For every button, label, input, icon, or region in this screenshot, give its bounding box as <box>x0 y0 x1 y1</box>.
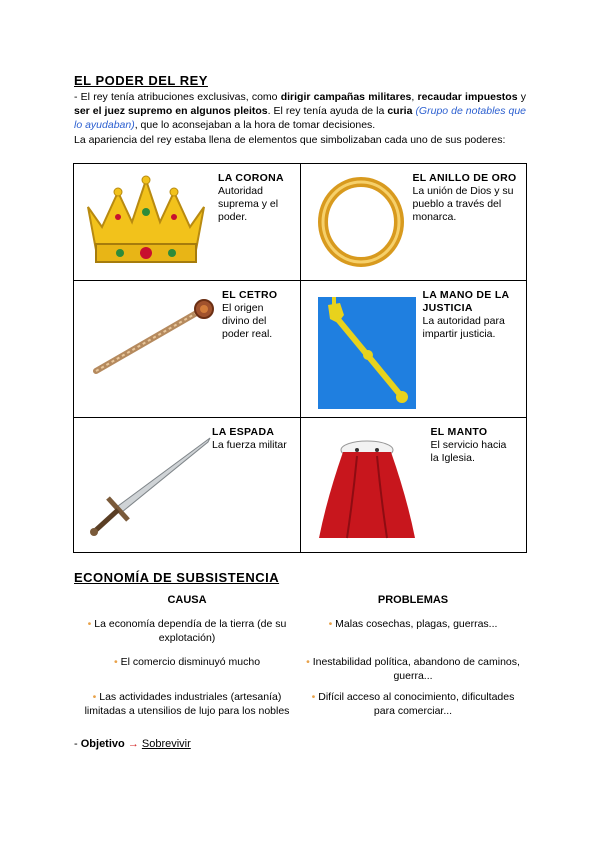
justice-background <box>318 297 416 409</box>
symbol-cell-justice <box>300 281 527 418</box>
bullet-icon: • <box>311 691 316 703</box>
symbol-desc: La fuerza militar <box>212 439 287 451</box>
objective-value: Sobrevivir <box>141 738 191 750</box>
section-title-economia: ECONOMÍA DE SUBSISTENCIA <box>74 570 280 585</box>
column-header-causa: CAUSA <box>167 594 207 606</box>
intro-paragraph: - El rey tenía atribuciones exclusivas, como dirigir campañas militares, recaudar impuestos y ser el juez supremo en algunos pleitos. El rey tenía ayuda de la curia (Grupo de notables que lo ayudaban), que lo aconsejaban a la hora de tomar decisiones. <box>74 91 527 131</box>
symbol-cell-ring <box>300 164 527 281</box>
symbol-desc: Autoridad suprema y el poder. <box>218 185 279 223</box>
symbol-cell-crown <box>74 164 301 281</box>
bullet-icon: • <box>306 656 310 668</box>
symbols-intro: La apariencia del rey estaba llena de elementos que simbolizaban cada uno de sus poderes: <box>74 134 506 146</box>
symbol-cell-mantle <box>300 418 527 553</box>
symbol-cell-scepter <box>74 281 301 418</box>
curia-note: (Grupo de notables que lo ayudaban) <box>74 105 527 131</box>
section-title-poder: EL PODER DEL REY <box>74 73 208 88</box>
objective-line: - Objetivo → Sobrevivir <box>74 738 191 750</box>
arrow-right-icon: → <box>127 738 139 750</box>
column-header-problemas: PROBLEMAS <box>377 594 449 606</box>
symbol-desc: El servicio hacia la Iglesia. <box>430 439 507 464</box>
sword-icon <box>88 436 214 536</box>
hand-of-justice-icon <box>318 297 416 409</box>
symbol-title: LA MANO DE LA JUSTICIA <box>422 289 510 314</box>
causa-item: • El comercio disminuyó mucho <box>113 656 261 668</box>
bullet-icon: • <box>87 618 92 630</box>
symbol-title: LA ESPADA <box>212 426 275 438</box>
objective-label: Objetivo <box>80 738 125 750</box>
symbol-title: EL ANILLO DE ORO <box>412 172 517 184</box>
bullet-icon: • <box>328 618 333 630</box>
ring-icon <box>313 172 409 272</box>
problema-item: • Difícil acceso al conocimiento, dificultades para comerciar... <box>311 691 515 717</box>
crown-icon <box>80 172 212 272</box>
symbols-table <box>73 163 527 553</box>
problema-item: • Inestabilidad política, abandono de caminos, guerra... <box>306 656 520 682</box>
causa-item: • La economía dependía de la tierra (de su explotación) <box>87 618 287 644</box>
symbol-title: LA CORONA <box>218 172 284 184</box>
symbol-title: EL CETRO <box>222 289 278 301</box>
symbol-desc: La unión de Dios y su pueblo a través del monarca. <box>412 185 514 223</box>
mantle-icon <box>317 438 417 542</box>
bullet-icon: • <box>92 691 97 703</box>
symbol-desc: El origen divino del poder real. <box>222 302 273 340</box>
problema-item: • Malas cosechas, plagas, guerras... <box>328 618 498 630</box>
bullet-icon: • <box>113 656 118 668</box>
symbol-title: EL MANTO <box>430 426 488 438</box>
scepter-icon <box>92 295 218 375</box>
symbol-cell-sword <box>74 418 301 553</box>
causa-item: • Las actividades industriales (artesanía) limitadas a utensilios de lujo para los nobles <box>84 691 290 717</box>
symbol-desc: La autoridad para impartir justicia. <box>422 315 505 340</box>
